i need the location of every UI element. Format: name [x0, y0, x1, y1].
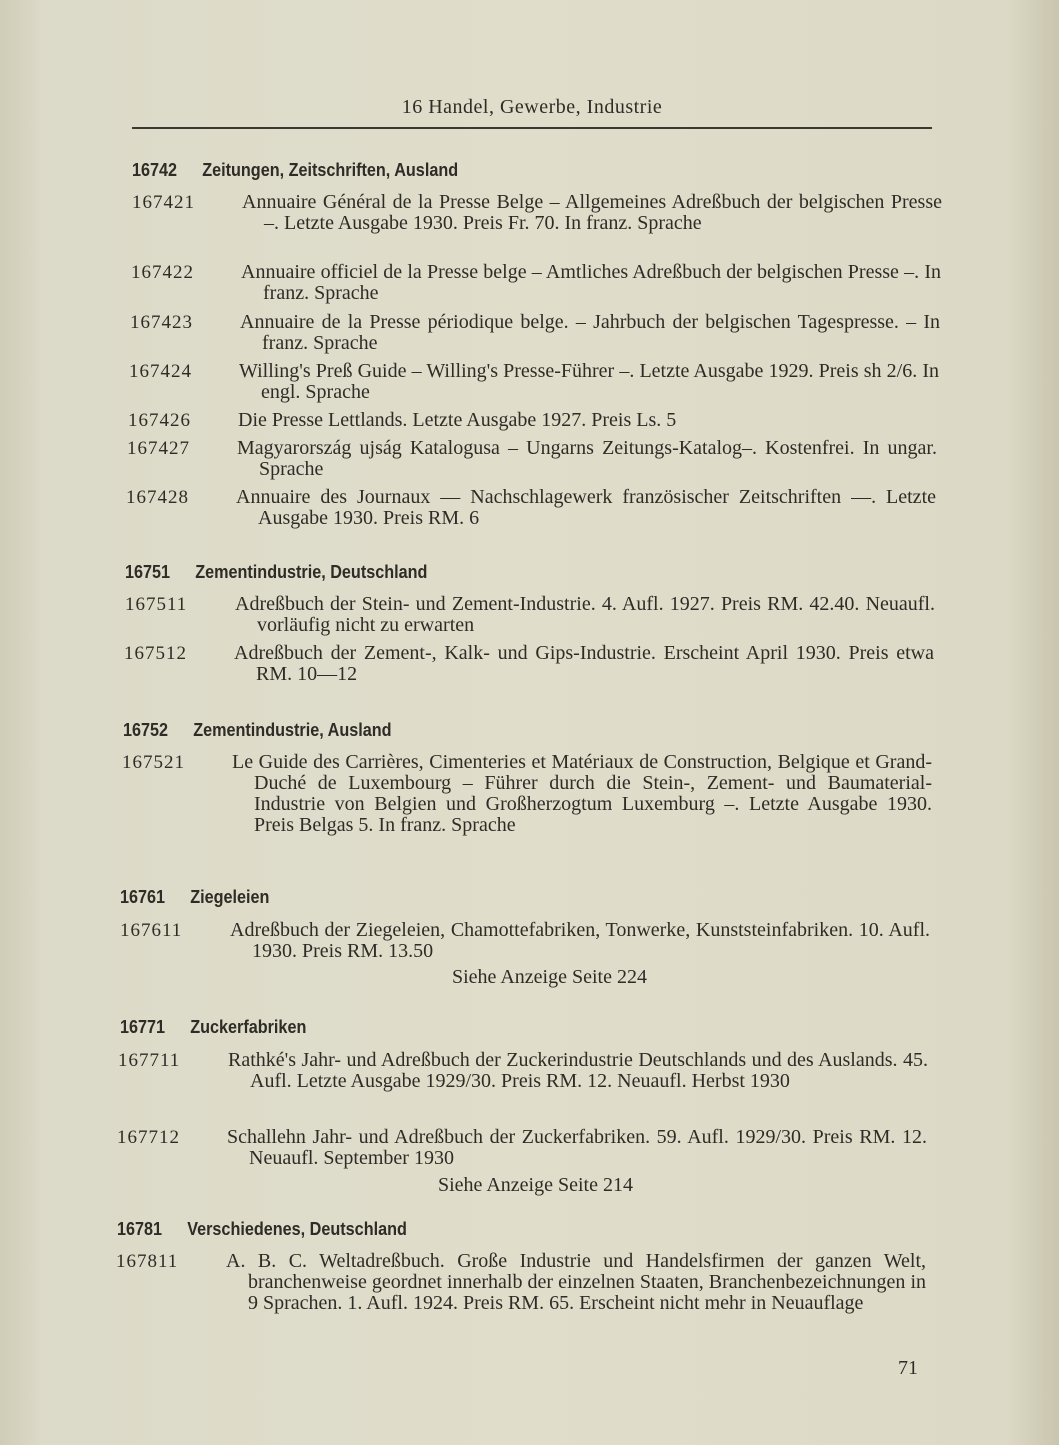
advertisement-note: Siehe Anzeige Seite 224: [452, 966, 647, 988]
entry-text: Annuaire des Journaux — Nachschlagewerk französischer Zeitschriften —. Letzte Ausgabe 1930. Preis RM. 6: [236, 486, 936, 529]
entry-code: 167426: [128, 410, 191, 431]
running-header: 16 Handel, Gewerbe, Industrie: [401, 96, 663, 118]
section-number: 16742: [132, 160, 178, 180]
entry-code: 167428: [126, 487, 189, 508]
entry-code: 167512: [124, 643, 187, 664]
advertisement-note: Siehe Anzeige Seite 214: [438, 1174, 633, 1196]
section-number: 16752: [123, 720, 169, 740]
entry-code: 167422: [131, 262, 194, 283]
section-title: Zuckerfabriken: [190, 1017, 307, 1037]
section-number: 16761: [120, 887, 166, 907]
entry-text: A. B. C. Weltadreßbuch. Große Industrie und Handelsfirmen der ganzen Welt, branchenweise geordnet innerhalb der einzelnen Staaten, Branchenbezeichnungen in 9 Sprachen. 1. Aufl. 1924. Preis RM. 65. Erscheint nicht mehr in Neuauflage: [226, 1250, 926, 1314]
entry-text: Willing's Preß Guide – Willing's Presse-Führer –. Letzte Ausgabe 1929. Preis sh 2/6. In engl. Sprache: [239, 360, 939, 403]
entry-code: 167521: [122, 752, 185, 773]
entry-code: 167511: [125, 594, 188, 615]
entry-text: Annuaire officiel de la Presse belge – Amtliches Adreßbuch der belgischen Presse –. In franz. Sprache: [241, 261, 941, 304]
entry-code: 167421: [132, 192, 195, 213]
entry-code: 167611: [120, 920, 183, 941]
section-heading: [132, 160, 458, 181]
section-heading: [125, 562, 427, 583]
section-number: 16781: [117, 1219, 163, 1239]
section-heading: [123, 720, 392, 741]
section-number: 16771: [120, 1017, 166, 1037]
section-heading: [120, 1017, 306, 1038]
section-heading: [120, 887, 269, 908]
section-heading: [117, 1219, 407, 1240]
section-title: Zementindustrie, Deutschland: [195, 562, 428, 582]
entry-text: Rathké's Jahr- und Adreßbuch der Zuckerindustrie Deutschlands und des Auslands. 45. Aufl. Letzte Ausgabe 1929/30. Preis RM. 12. Neuaufl. Herbst 1930: [228, 1049, 928, 1092]
entry-text: Adreßbuch der Zement-, Kalk- und Gips-Industrie. Erscheint April 1930. Preis etwa RM. 10—12: [234, 642, 934, 685]
section-title: Zeitungen, Zeitschriften, Ausland: [202, 160, 459, 180]
entry-text: Magyarország ujság Katalogusa – Ungarns Zeitungs-Katalog–. Kostenfrei. In ungar. Sprache: [237, 437, 937, 480]
entry-code: 167712: [117, 1127, 180, 1148]
entry-text: Le Guide des Carrières, Cimenteries et Matériaux de Construction, Belgique et Grand-Duché de Luxembourg – Führer durch die Stein-, Zement- und Baumaterial-Industrie von Belgien und Großherzogtum Luxemburg –. Letzte Ausgabe 1930. Preis Belgas 5. In franz. Sprache: [232, 751, 932, 836]
section-title: Zementindustrie, Ausland: [193, 720, 392, 740]
section-title: Ziegeleien: [190, 887, 270, 907]
section-number: 16751: [125, 562, 171, 582]
entry-text: Die Presse Lettlands. Letzte Ausgabe 1927. Preis Ls. 5: [238, 409, 677, 431]
entry-text: Schallehn Jahr- und Adreßbuch der Zuckerfabriken. 59. Aufl. 1929/30. Preis RM. 12. Neuaufl. September 1930: [227, 1126, 927, 1169]
entry-code: 167711: [118, 1050, 181, 1071]
entry-text: Adreßbuch der Stein- und Zement-Industrie. 4. Aufl. 1927. Preis RM. 42.40. Neuaufl. vorläufig nicht zu erwarten: [235, 593, 935, 636]
entry-code: 167423: [130, 312, 193, 333]
entry-code: 167424: [129, 361, 192, 382]
section-title: Verschiedenes, Deutschland: [187, 1219, 407, 1239]
page-number: 71: [898, 1357, 918, 1379]
entry-text: Annuaire Général de la Presse Belge – Allgemeines Adreßbuch der belgischen Presse –. Letzte Ausgabe 1930. Preis Fr. 70. In franz. Sprache: [242, 191, 942, 234]
entry-text: Annuaire de la Presse périodique belge. – Jahrbuch der belgischen Tagespresse. – In franz. Sprache: [240, 311, 940, 354]
entry-code: 167811: [116, 1251, 179, 1272]
entry-text: Adreßbuch der Ziegeleien, Chamottefabriken, Tonwerke, Kunststeinfabriken. 10. Aufl. 1930. Preis RM. 13.50: [230, 919, 930, 962]
entry-code: 167427: [127, 438, 190, 459]
